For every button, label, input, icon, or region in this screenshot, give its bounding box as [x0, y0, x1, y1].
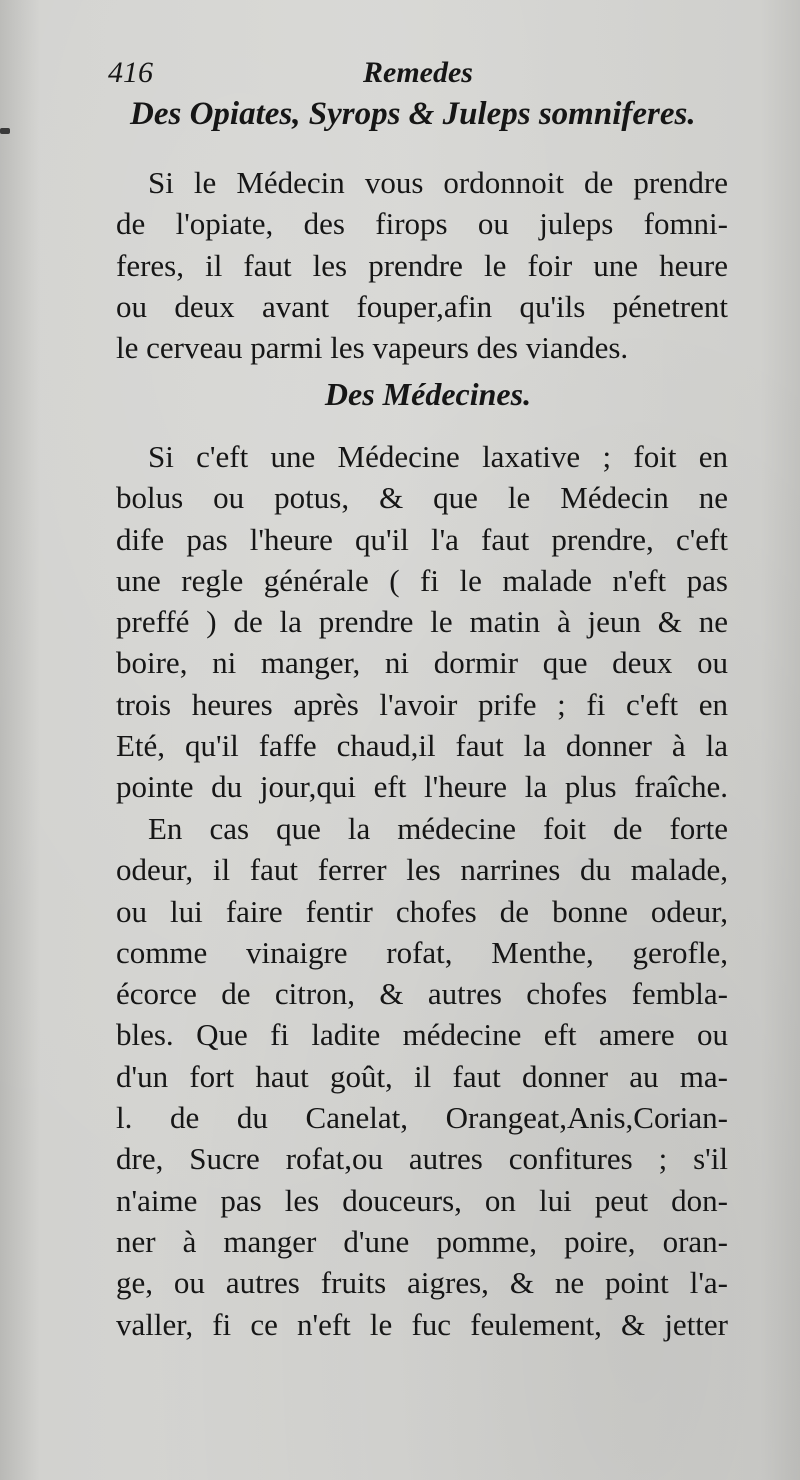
paragraph-opiates — [116, 162, 728, 368]
text-line: ge, ou autres fruits aigres, & ne point l'a- — [116, 1265, 728, 1301]
text-line: d'un fort haut goût, il faut donner au ma- — [116, 1058, 728, 1094]
text-line: boire, ni manger, ni dormir que deux ou — [116, 645, 728, 681]
text-line: bolus ou potus, & que le Médecin ne — [116, 480, 728, 516]
text-line: Si c'eft une Médecine laxative ; foit en — [148, 439, 728, 474]
text-line: ner à manger d'une pomme, poire, oran- — [116, 1223, 728, 1259]
text-line: comme vinaigre rofat, Menthe, gerofle, — [116, 934, 728, 970]
text-line: odeur, il faut ferrer les narrines du malade, — [116, 852, 728, 888]
text-line: de l'opiate, des firops ou juleps fomni- — [116, 206, 728, 242]
text-line: dife pas l'heure qu'il l'a faut prendre, c'eft — [116, 521, 728, 557]
text-line: En cas que la médecine foit de forte — [148, 811, 728, 846]
text-line: ou deux avant fouper,afin qu'ils pénetrent — [116, 288, 728, 324]
text-line: pointe du jour,qui eft l'heure la plus fraîche. — [116, 769, 728, 805]
text-line: le cerveau parmi les vapeurs des viandes. — [116, 330, 629, 366]
text-line: trois heures après l'avoir prife ; fi c'eft en — [116, 686, 728, 722]
text-line: feres, il faut les prendre le foir une heure — [116, 247, 728, 283]
text-line: ou lui faire fentir chofes de bonne odeur, — [116, 893, 728, 929]
page-number: 416 — [108, 56, 153, 89]
text-line: bles. Que fi ladite médecine eft amere ou — [116, 1017, 728, 1053]
text-line: valler, fi ce n'eft le fuc feulement, & jetter — [116, 1306, 728, 1342]
text-line: Eté, qu'il faffe chaud,il faut la donner à la — [116, 728, 728, 764]
section-title-medecines: Des Médecines. — [324, 376, 532, 412]
margin-ink-mark — [0, 128, 10, 134]
text-line: l. de du Canelat, Orangeat,Anis,Corian- — [116, 1100, 728, 1136]
text-line: écorce de citron, & autres chofes fembla- — [116, 976, 728, 1012]
section-title-opiates: Des Opiates, Syrops & Juleps somniferes. — [130, 96, 696, 132]
paragraph-medecines-2 — [116, 808, 728, 1345]
text-line: une regle générale ( fi le malade n'eft pas — [116, 562, 728, 598]
text-line: dre, Sucre rofat,ou autres confitures ; s'il — [116, 1141, 728, 1177]
running-head: Remedes — [363, 56, 473, 89]
paragraph-medecines-1 — [116, 436, 728, 808]
text-line: preffé ) de la prendre le matin à jeun & ne — [116, 604, 728, 640]
page-header — [108, 56, 728, 96]
text-line: Si le Médecin vous ordonnoit de prendre — [148, 165, 728, 200]
text-line: n'aime pas les douceurs, on lui peut don- — [116, 1182, 728, 1218]
